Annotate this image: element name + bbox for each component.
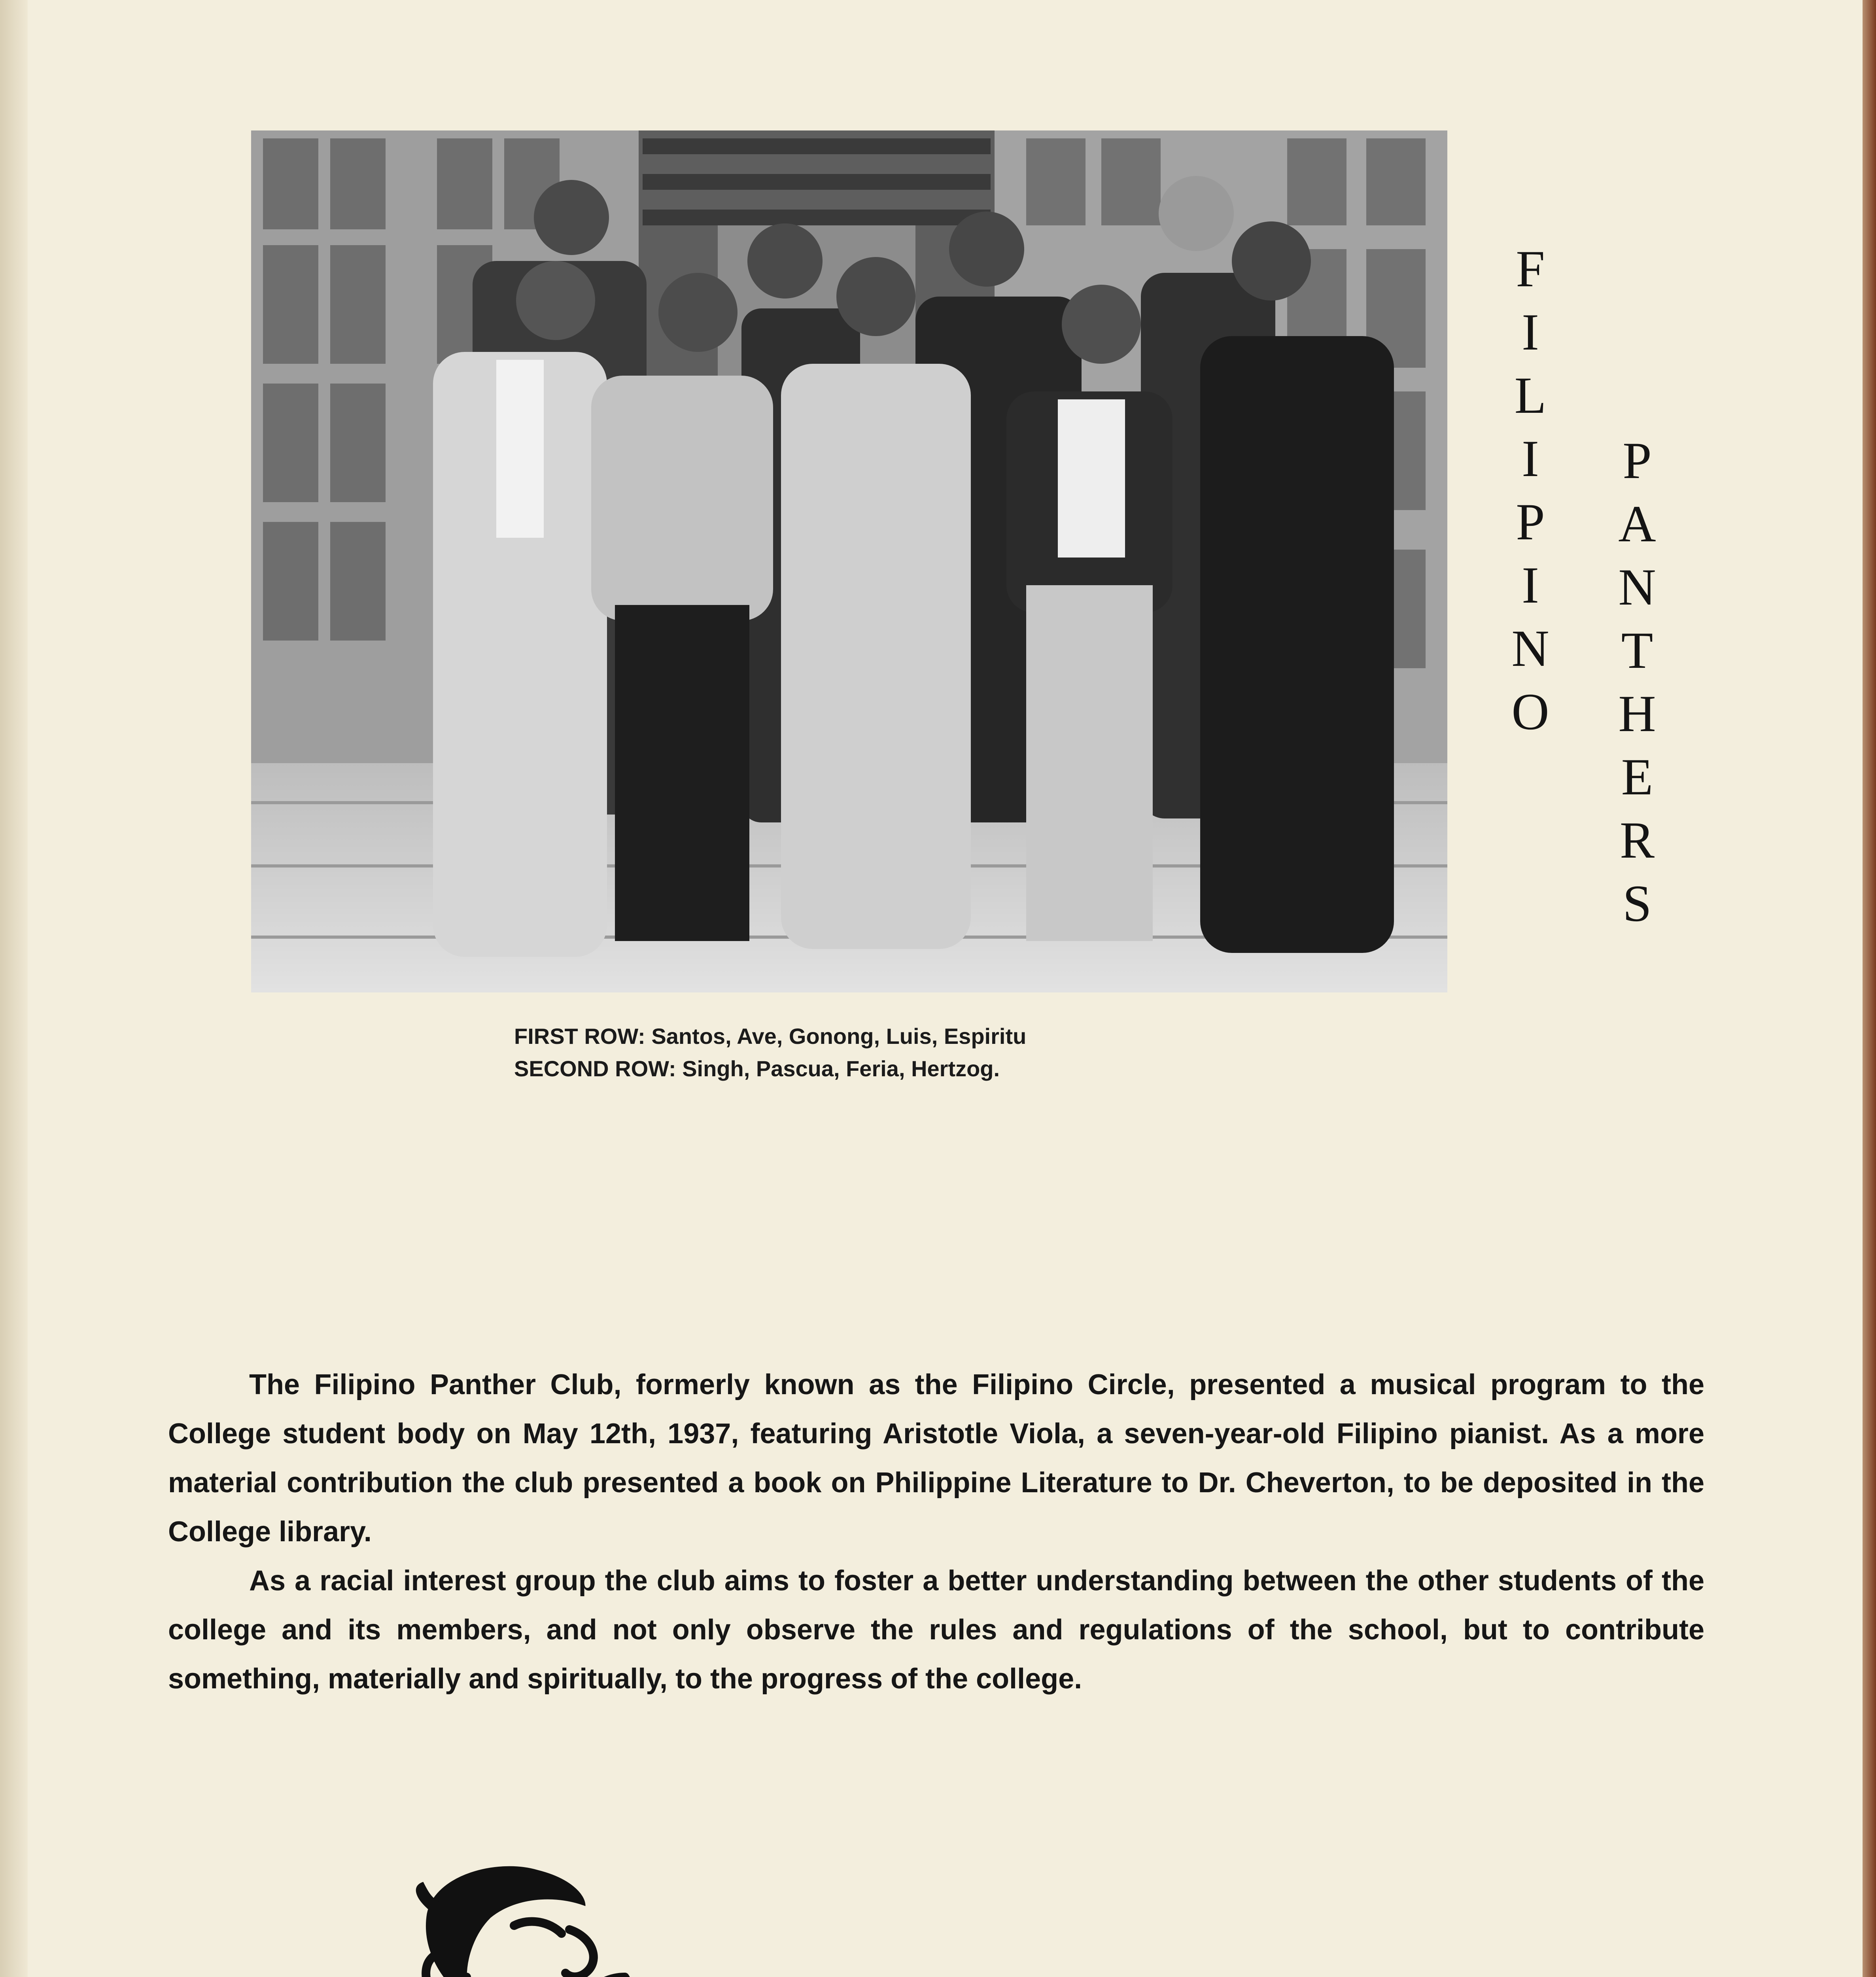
- title-letter: O: [1511, 682, 1549, 741]
- cartoon-illustration: [348, 1858, 763, 1977]
- title-letter: P: [1516, 493, 1545, 551]
- group-photo: [251, 130, 1447, 992]
- title-letter: I: [1522, 303, 1539, 361]
- title-panthers: [1606, 429, 1669, 935]
- caption-first-row: FIRST ROW: Santos, Ave, Gonong, Luis, Espiritu: [514, 1024, 1027, 1049]
- title-letter: T: [1621, 621, 1653, 679]
- group-photo-illustration: [251, 130, 1447, 992]
- photo-caption: [514, 1020, 1026, 1085]
- title-letter: I: [1522, 556, 1539, 614]
- title-letter: H: [1618, 684, 1656, 743]
- title-letter: N: [1511, 619, 1549, 677]
- title-letter: I: [1522, 429, 1539, 488]
- title-letter: S: [1623, 874, 1652, 932]
- title-filipino: [1499, 237, 1562, 743]
- title-letter: L: [1514, 366, 1547, 424]
- title-letter: P: [1623, 431, 1652, 490]
- paragraph: As a racial interest group the club aims to foster a better understanding between the other students of the college and its members, and not only observe the rules and regulations of the school, but to contribute something, materially and spiritually, to the progress of the college.: [168, 1565, 1704, 1695]
- title-letter: A: [1618, 495, 1656, 553]
- paragraph: The Filipino Panther Club, formerly known as the Filipino Circle, presented a musical program to the College student body on May 12th, 1937, featuring Aristotle Viola, a seven-year-old Filipino pianist. As a more material contribution the club presented a book on Philippine Literature to Dr. Cheverton, to be deposited in the College library.: [168, 1369, 1704, 1548]
- title-letter: F: [1516, 240, 1545, 298]
- page-gutter: [0, 0, 28, 1977]
- article-body: [168, 1360, 1704, 1703]
- title-letter: R: [1619, 811, 1655, 869]
- caption-second-row: SECOND ROW: Singh, Pascua, Feria, Hertzog.: [514, 1056, 1000, 1081]
- title-letter: N: [1618, 558, 1656, 616]
- page-right-edge: [1863, 0, 1876, 1977]
- title-letter: E: [1621, 748, 1653, 806]
- cartoon-man-whispering-icon: [348, 1858, 763, 1977]
